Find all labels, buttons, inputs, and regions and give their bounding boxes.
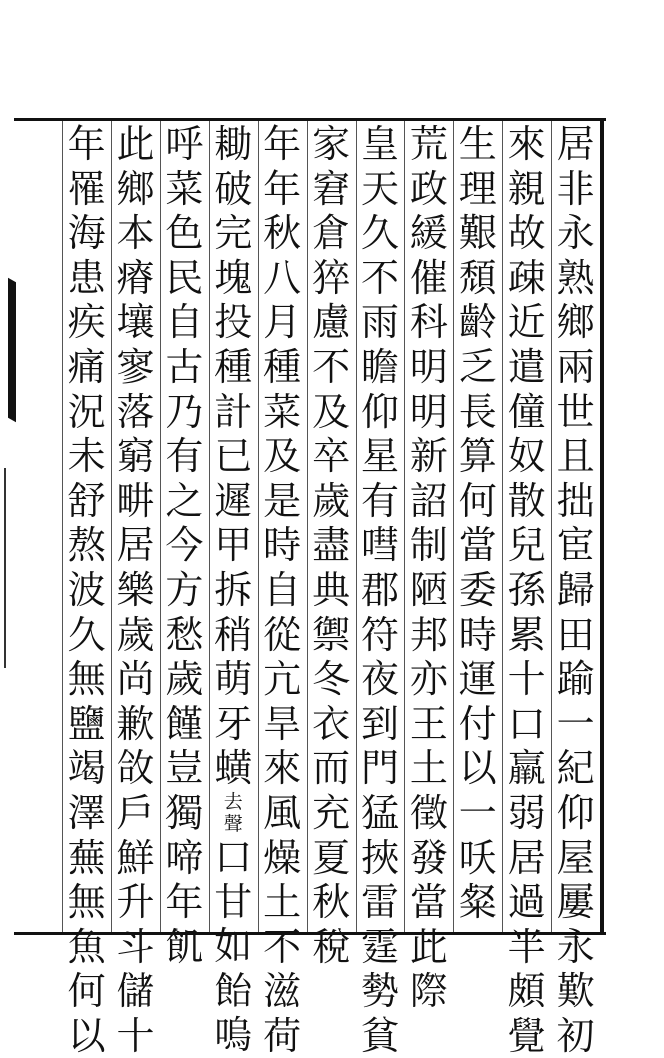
character: 親: [507, 166, 546, 211]
character: 色: [165, 211, 204, 256]
character: 猝: [312, 255, 351, 300]
character: 熟: [556, 255, 595, 300]
character: 蕪: [67, 835, 106, 880]
edge-line: [4, 468, 16, 668]
character: 菜: [263, 389, 302, 434]
character: 明: [409, 389, 448, 434]
character: 運: [458, 657, 497, 702]
character: 遲: [214, 478, 253, 523]
character: 是: [263, 478, 302, 523]
character: 有: [360, 478, 399, 523]
column-divider: [307, 121, 308, 932]
text-column-6: [307, 122, 355, 969]
character: 門: [360, 746, 399, 791]
character: 罹: [67, 166, 106, 211]
character: 霆: [360, 924, 399, 969]
column-divider: [453, 121, 454, 932]
character: 痛: [67, 344, 106, 389]
character: 粲: [458, 880, 497, 925]
character: 半: [507, 924, 546, 969]
character: 瞻: [360, 344, 399, 389]
character: 鄉: [116, 166, 155, 211]
text-column-8: [209, 122, 257, 1058]
edge-ink-mark: [8, 278, 16, 423]
character: 牙: [214, 701, 253, 746]
character: 尚: [116, 657, 155, 702]
character: 奴: [507, 434, 546, 479]
text-column-5: [356, 122, 404, 1058]
character: 完: [214, 211, 253, 256]
character: 世: [556, 389, 595, 434]
character: 委: [458, 567, 497, 612]
character: 十: [116, 1013, 155, 1058]
character: 何: [67, 969, 106, 1014]
character: 長: [458, 389, 497, 434]
character: 本: [116, 211, 155, 256]
character: 澤: [67, 790, 106, 835]
character: 明: [409, 344, 448, 389]
column-divider: [111, 121, 112, 932]
character: 歲: [312, 478, 351, 523]
character: 愁: [165, 612, 204, 657]
character: 拙: [556, 478, 595, 523]
character: 郡: [360, 567, 399, 612]
character: 壤: [116, 300, 155, 345]
character: 到: [360, 701, 399, 746]
character: 近: [507, 300, 546, 345]
character: 豈: [165, 746, 204, 791]
character: 滋: [263, 969, 302, 1014]
character: 卒: [312, 434, 351, 479]
column-divider: [502, 121, 503, 932]
character: 嘒: [360, 523, 399, 568]
character: 典: [312, 567, 351, 612]
character: 今: [165, 523, 204, 568]
character: 種: [263, 344, 302, 389]
character: 居: [116, 523, 155, 568]
character: 㕭: [458, 835, 497, 880]
character: 羸: [507, 746, 546, 791]
character: 口: [214, 834, 253, 879]
character: 此: [116, 122, 155, 166]
character: 落: [116, 389, 155, 434]
character: 以: [458, 746, 497, 791]
character: 飴: [214, 968, 253, 1013]
character: 況: [67, 389, 106, 434]
column-divider: [258, 121, 259, 932]
character: 宦: [556, 523, 595, 568]
character: 瘠: [116, 255, 155, 300]
character: 鹽: [67, 701, 106, 746]
character: 計: [214, 389, 253, 434]
character: 屋: [556, 835, 595, 880]
character: 熬: [67, 523, 106, 568]
character: 乃: [165, 389, 204, 434]
character: 家: [312, 122, 351, 166]
character: 乏: [458, 344, 497, 389]
character: 算: [458, 434, 497, 479]
character: 時: [458, 612, 497, 657]
character: 方: [165, 567, 204, 612]
character: 皇: [360, 122, 399, 166]
character: 非: [556, 166, 595, 211]
text-column-10: [112, 122, 160, 1058]
character: 猛: [360, 790, 399, 835]
character: 當: [458, 523, 497, 568]
character: 孫: [507, 567, 546, 612]
character: 禦: [312, 612, 351, 657]
text-column-7: [258, 122, 306, 1058]
character: 兩: [556, 344, 595, 389]
character: 甘: [214, 879, 253, 924]
character: 此: [409, 924, 448, 969]
character: 際: [409, 969, 448, 1014]
character: 土: [409, 746, 448, 791]
character: 久: [67, 612, 106, 657]
character: 古: [165, 344, 204, 389]
character: 稍: [214, 612, 253, 657]
character: 歲: [165, 657, 204, 702]
character: 無: [67, 657, 106, 702]
character: 付: [458, 701, 497, 746]
character: 稅: [312, 924, 351, 969]
column-divider: [356, 121, 357, 932]
character: 遣: [507, 344, 546, 389]
character: 永: [556, 924, 595, 969]
character: 魚: [67, 924, 106, 969]
character: 斗: [116, 924, 155, 969]
character: 緩: [409, 211, 448, 256]
character: 種: [214, 344, 253, 389]
character: 艱: [458, 211, 497, 256]
character: 㪉: [116, 746, 155, 791]
character: 不: [263, 924, 302, 969]
character: 風: [263, 790, 302, 835]
character: 八: [263, 255, 302, 300]
character: 仰: [556, 790, 595, 835]
character: 符: [360, 612, 399, 657]
character: 鄉: [556, 300, 595, 345]
character: 嗚: [214, 1013, 253, 1058]
character: 王: [409, 701, 448, 746]
character: 無: [67, 880, 106, 925]
character: 居: [507, 835, 546, 880]
character: 倉: [312, 211, 351, 256]
character: 田: [556, 612, 595, 657]
character: 邦: [409, 612, 448, 657]
character: 蟥: [214, 746, 253, 791]
character: 冬: [312, 657, 351, 702]
character: 催: [409, 255, 448, 300]
character: 夜: [360, 657, 399, 702]
character: 荒: [409, 122, 448, 166]
character: 甲: [214, 523, 253, 568]
character: 而: [312, 746, 351, 791]
character: 挾: [360, 835, 399, 880]
character: 累: [507, 612, 546, 657]
character: 民: [165, 255, 204, 300]
character: 何: [458, 478, 497, 523]
character: 一: [458, 790, 497, 835]
character: 頹: [458, 255, 497, 300]
character: 土: [263, 880, 302, 925]
character: 患: [67, 255, 106, 300]
text-column-3: [454, 122, 502, 928]
character: 之: [165, 478, 204, 523]
character: 樂: [116, 567, 155, 612]
character: 充: [312, 790, 351, 835]
right-border: [600, 118, 604, 935]
character: 畊: [116, 478, 155, 523]
character: 制: [409, 523, 448, 568]
annotation-small: [209, 791, 257, 835]
character: 年: [263, 122, 302, 166]
character: 竭: [67, 746, 106, 791]
character: 寥: [116, 344, 155, 389]
character: 已: [214, 434, 253, 479]
character: 及: [263, 434, 302, 479]
character: 雨: [360, 300, 399, 345]
text-column-2: [503, 122, 551, 1058]
character: 有: [165, 434, 204, 479]
character: 十: [507, 657, 546, 702]
character: 如: [214, 924, 253, 969]
character: 時: [263, 523, 302, 568]
character: 衣: [312, 701, 351, 746]
character: 徵: [409, 790, 448, 835]
character: 口: [507, 701, 546, 746]
character: 年: [263, 166, 302, 211]
character: 生: [458, 122, 497, 166]
character: 戶: [116, 790, 155, 835]
column-divider: [62, 121, 63, 932]
character: 兒: [507, 523, 546, 568]
character: 天: [360, 166, 399, 211]
character: 陋: [409, 567, 448, 612]
character: 飢: [165, 924, 204, 969]
character: 夏: [312, 835, 351, 880]
character: 波: [67, 567, 106, 612]
character: 頗: [507, 969, 546, 1014]
character: 貧: [360, 1013, 399, 1058]
character: 過: [507, 880, 546, 925]
character: 以: [67, 1013, 106, 1058]
character: 歉: [116, 701, 155, 746]
character: 儲: [116, 969, 155, 1014]
character: 從: [263, 612, 302, 657]
character: 居: [556, 122, 595, 166]
character: 燥: [263, 835, 302, 880]
character: 呼: [165, 122, 204, 166]
top-border: [14, 118, 606, 121]
character: 雷: [360, 880, 399, 925]
character: 紀: [556, 746, 595, 791]
text-column-11: [63, 122, 111, 1058]
character: 發: [409, 835, 448, 880]
text-column-4: [405, 122, 453, 1014]
character: 疎: [507, 255, 546, 300]
annotation-character: 聲: [223, 812, 243, 835]
column-divider: [160, 121, 161, 932]
character: 踰: [556, 657, 595, 702]
character: 疾: [67, 300, 106, 345]
character: 未: [67, 434, 106, 479]
annotation-character: 去: [223, 790, 243, 813]
character: 理: [458, 166, 497, 211]
character: 慮: [312, 300, 351, 345]
character: 盡: [312, 523, 351, 568]
character: 鮮: [116, 835, 155, 880]
character: 歲: [116, 612, 155, 657]
character: 詔: [409, 478, 448, 523]
character: 仰: [360, 389, 399, 434]
character: 獨: [165, 790, 204, 835]
character: 當: [409, 880, 448, 925]
character: 新: [409, 434, 448, 479]
character: 破: [214, 166, 253, 211]
character: 塊: [214, 255, 253, 300]
character: 永: [556, 211, 595, 256]
character: 耡: [214, 122, 253, 166]
character: 窘: [312, 166, 351, 211]
character: 星: [360, 434, 399, 479]
column-divider: [551, 121, 552, 932]
character: 政: [409, 166, 448, 211]
character: 年: [67, 122, 106, 166]
character: 來: [507, 122, 546, 166]
character: 海: [67, 211, 106, 256]
character: 萌: [214, 657, 253, 702]
character: 窮: [116, 434, 155, 479]
character: 亦: [409, 657, 448, 702]
character: 弱: [507, 790, 546, 835]
character: 不: [360, 255, 399, 300]
character: 投: [214, 300, 253, 345]
character: 歎: [556, 969, 595, 1014]
text-column-1: [552, 122, 600, 1058]
character: 科: [409, 300, 448, 345]
text-column-9: [160, 122, 208, 969]
character: 自: [263, 567, 302, 612]
character: 僮: [507, 389, 546, 434]
column-divider: [209, 121, 210, 932]
character: 齡: [458, 300, 497, 345]
character: 及: [312, 389, 351, 434]
character: 勢: [360, 969, 399, 1014]
column-divider: [404, 121, 405, 932]
character: 覺: [507, 1013, 546, 1058]
character: 故: [507, 211, 546, 256]
character: 旱: [263, 701, 302, 746]
character: 月: [263, 300, 302, 345]
character: 升: [116, 880, 155, 925]
character: 秋: [312, 880, 351, 925]
character: 且: [556, 434, 595, 479]
character: 來: [263, 746, 302, 791]
character: 菜: [165, 166, 204, 211]
character: 歸: [556, 567, 595, 612]
character: 亢: [263, 657, 302, 702]
character: 久: [360, 211, 399, 256]
character: 拆: [214, 567, 253, 612]
character: 自: [165, 300, 204, 345]
character: 一: [556, 701, 595, 746]
character: 屢: [556, 880, 595, 925]
character: 饉: [165, 701, 204, 746]
character: 舒: [67, 478, 106, 523]
character: 散: [507, 478, 546, 523]
character: 秋: [263, 211, 302, 256]
character: 不: [312, 344, 351, 389]
adjacent-page-edge: [0, 118, 16, 935]
character: 年: [165, 880, 204, 925]
character: 啼: [165, 835, 204, 880]
character: 荷: [263, 1013, 302, 1058]
character: 初: [556, 1013, 595, 1058]
